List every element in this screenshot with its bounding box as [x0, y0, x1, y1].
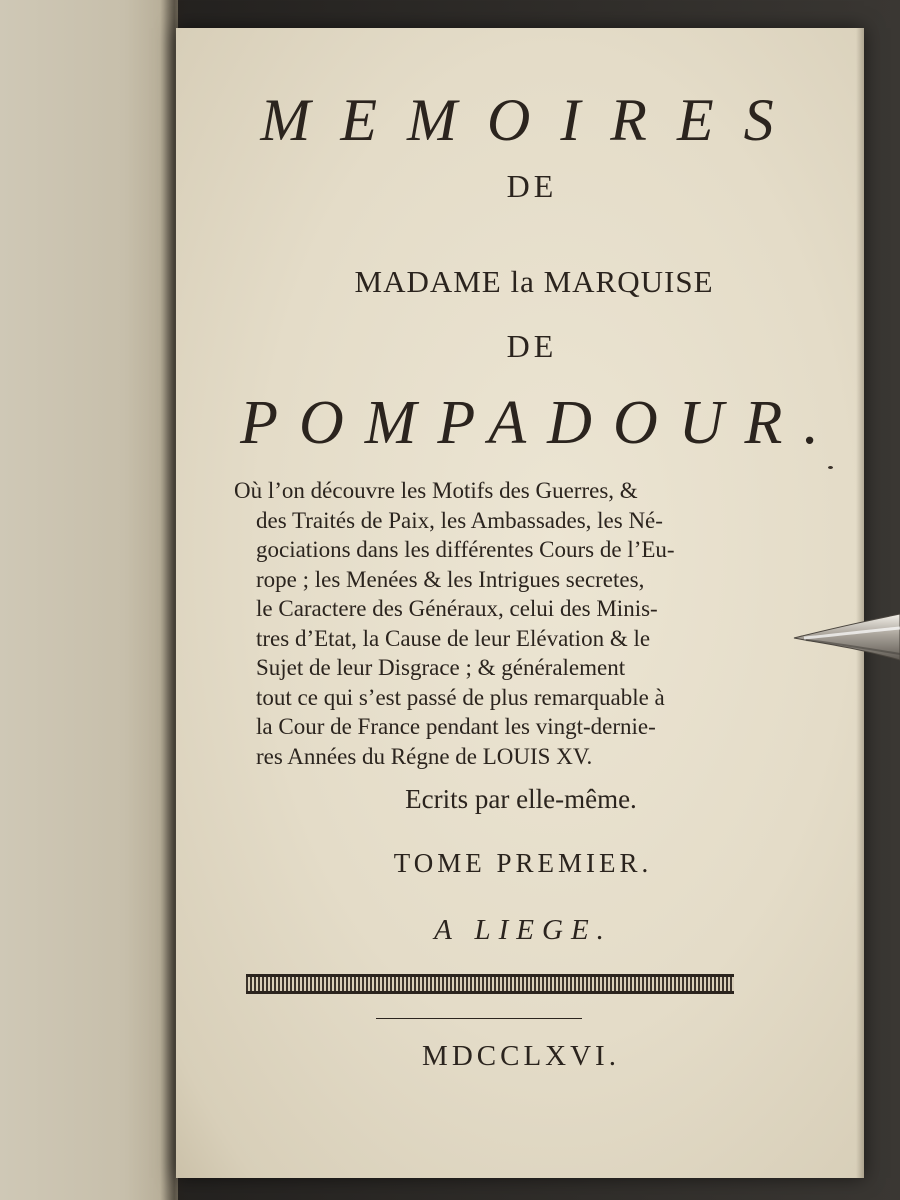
place-line: A LIEGE. — [434, 914, 612, 946]
ink-blemish — [828, 466, 833, 469]
title-line-2: POMPADOUR. — [240, 389, 840, 457]
de-line-2: DE — [506, 328, 558, 364]
description-line: Sujet de leur Disgrace ; & généralement — [256, 655, 626, 680]
left-page — [0, 0, 178, 1200]
de-line-1: DE — [506, 168, 558, 204]
subtitle-line: MADAME la MARQUISE — [354, 264, 714, 299]
description-line: tout ce qui s’est passé de plus remarquable à — [256, 684, 665, 710]
description-line: tres d’Etat, la Cause de leur Elévation & le — [256, 625, 651, 651]
description-block — [234, 476, 794, 771]
pointer-tool-icon — [792, 608, 900, 666]
description-line: gociations dans les différentes Cours de l’Eu- — [256, 537, 675, 562]
description-line: res Années du Régne de LOUIS XV. — [256, 743, 593, 769]
title-line-1: MEMOIRES — [260, 87, 804, 153]
volume-line: TOME PREMIER. — [393, 848, 653, 878]
ornamental-rule — [246, 974, 734, 994]
author-line: Ecrits par elle-même. — [405, 784, 637, 814]
description-line: le Caractere des Généraux, celui des Minis- — [256, 596, 658, 621]
date-line: MDCCLXVI. — [422, 1040, 620, 1072]
description-line: Où l’on découvre les Motifs des Guerres, & — [234, 478, 638, 503]
description-line: la Cour de France pendant les vingt-dernie- — [256, 714, 656, 739]
description-line: rope ; les Menées & les Intrigues secretes, — [256, 566, 645, 592]
description-line: des Traités de Paix, les Ambassades, les Né- — [256, 507, 663, 533]
title-page — [176, 28, 864, 1178]
thin-rule — [376, 1018, 582, 1019]
